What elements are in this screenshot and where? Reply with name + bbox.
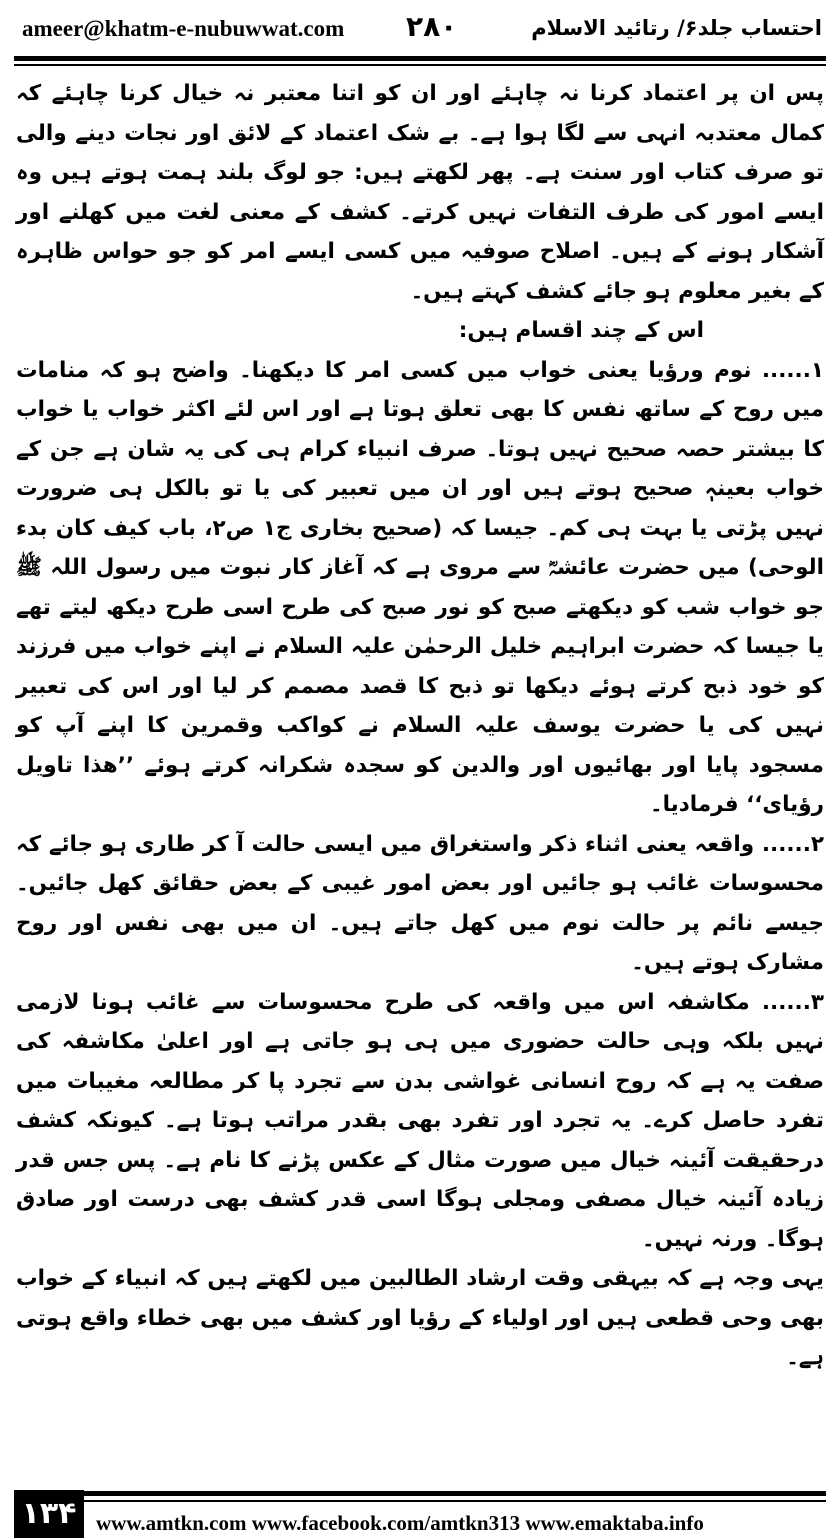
header-email: ameer@khatm-e-nubuwwat.com — [22, 16, 345, 41]
page-header — [14, 12, 826, 52]
header-page-number: ۲۸۰ — [406, 10, 458, 43]
footer-page-number: ۱۳۴ — [14, 1490, 84, 1538]
footer-rule-thin — [84, 1500, 826, 1502]
paragraph-types-heading: اس کے چند اقسام ہیں: — [458, 318, 704, 343]
header-rule-thin — [14, 64, 826, 66]
running-title: احتساب جلد۶/ رتائید الاسلام — [531, 16, 822, 40]
paragraph-item-2-waqia: ۲...... واقعہ یعنی اثناء ذکر واستغراق میں ایسی حالت آ کر طاری ہو جائے کہ محسوسات غائب ہو جائیں اور بعض امور غیبی کے بعض حقائق کھل جائیں۔ جیسے نائم پر حالت نوم میں کھل جاتے ہیں۔ ان میں بھی نفس اور روح مشارک ہوتے ہیں۔ — [16, 831, 824, 975]
paragraph-intro: پس ان پر اعتماد کرنا نہ چاہئے اور ان کو اتنا معتبر نہ خیال کرنا چاہئے کہ کمال معتدبہ انہی سے لگا ہوا ہے۔ بے شک اعتماد کے لائق اور نجات دینے والی تو صرف کتاب اور سنت ہے۔ پھر لکھتے ہیں: جو لوگ بلند ہمت ہوتے ہیں وہ ایسے امور کی طرف التفات نہیں کرتے۔ کشف کے معنی لغت میں کھلنے اور آشکار ہونے کے ہیں۔ اصلاح صوفیہ میں کسی ایسے امر کو جو حواس ظاہرہ کے بغیر معلوم ہو جائے کشف کہتے ہیں۔ — [16, 81, 824, 304]
footer-links: www.amtkn.com www.facebook.com/amtkn313 www.emaktaba.info — [96, 1511, 704, 1535]
page-body — [16, 74, 824, 1378]
footer-rule-thick — [84, 1491, 826, 1496]
header-rule-thick — [14, 56, 826, 61]
paragraph-item-3-mukashafa: ۳...... مکاشفہ اس میں واقعہ کی طرح محسوسات سے غائب ہونا لازمی نہیں بلکہ وہی حالت حضوری میں ہی ہو جاتی ہے اور اعلیٰ مکاشفہ کی صفت یہ ہے کہ روح انسانی غواشی بدن سے تجرد پا کر مطالعہ مغیبات میں تفرد حاصل کرے۔ یہ تجرد اور تفرد بھی بقدر مراتب ہوتا ہے۔ کیونکہ کشف درحقیقت آئینہ خیال میں صورت مثال کے عکس پڑنے کا نام ہے۔ پس جس قدر زیادہ آئینہ خیال مصفی ومجلی ہوگا اسی قدر کشف بھی درست اور صادق ہوگا۔ ورنہ نہیں۔ — [16, 989, 824, 1252]
paragraph-item-1-dream: ۱...... نوم ورؤیا یعنی خواب میں کسی امر کا دیکھنا۔ واضح ہو کہ منامات میں روح کے ساتھ نفس کا بھی تعلق ہوتا ہے اور اس لئے اکثر خواب یا خواب کا بیشتر حصہ صحیح نہیں ہوتا۔ صرف انبیاء کرام ہی کی یہ شان ہے جن کے خواب بعینہٖ صحیح ہوتے ہیں اور ان میں تعبیر کی یا تو بالکل ہی ضرورت نہیں پڑتی یا بہت ہی کم۔ جیسا کہ (صحیح بخاری ج۱ ص۲، باب کیف کان بدء الوحی) میں حضرت عائشہؓ سے مروی ہے کہ آغاز کار نبوت میں رسول اللہ ﷺ جو خواب شب کو دیکھتے صبح کو نور صبح کی طرح اسی طرح دیکھ لیتے تھے یا جیسا کہ حضرت ابراہیم خلیل الرحمٰن علیہ السلام نے اپنے خواب میں فرزند کو خود ذبح کرتے ہوئے دیکھا تو ذبح کا قصد مصمم کر لیا اور اس کی تعبیر نہیں کی یا حضرت یوسف علیہ السلام نے کواکب وقمرین کا اپنے آپ کو مسجود پایا اور بھائیوں اور والدین کو سجدہ شکرانہ کرتے ہوئے ’’ھذا تاویل رؤیای‘‘ فرمادیا۔ — [16, 357, 825, 817]
paragraph-conclusion: یہی وجہ ہے کہ بیہقی وقت ارشاد الطالبین میں لکھتے ہیں کہ انبیاء کے خواب بھی وحی قطعی ہیں اور اولیاء کے رؤیا اور کشف میں بھی خطاء واقع ہوتی ہے۔ — [16, 1266, 824, 1370]
